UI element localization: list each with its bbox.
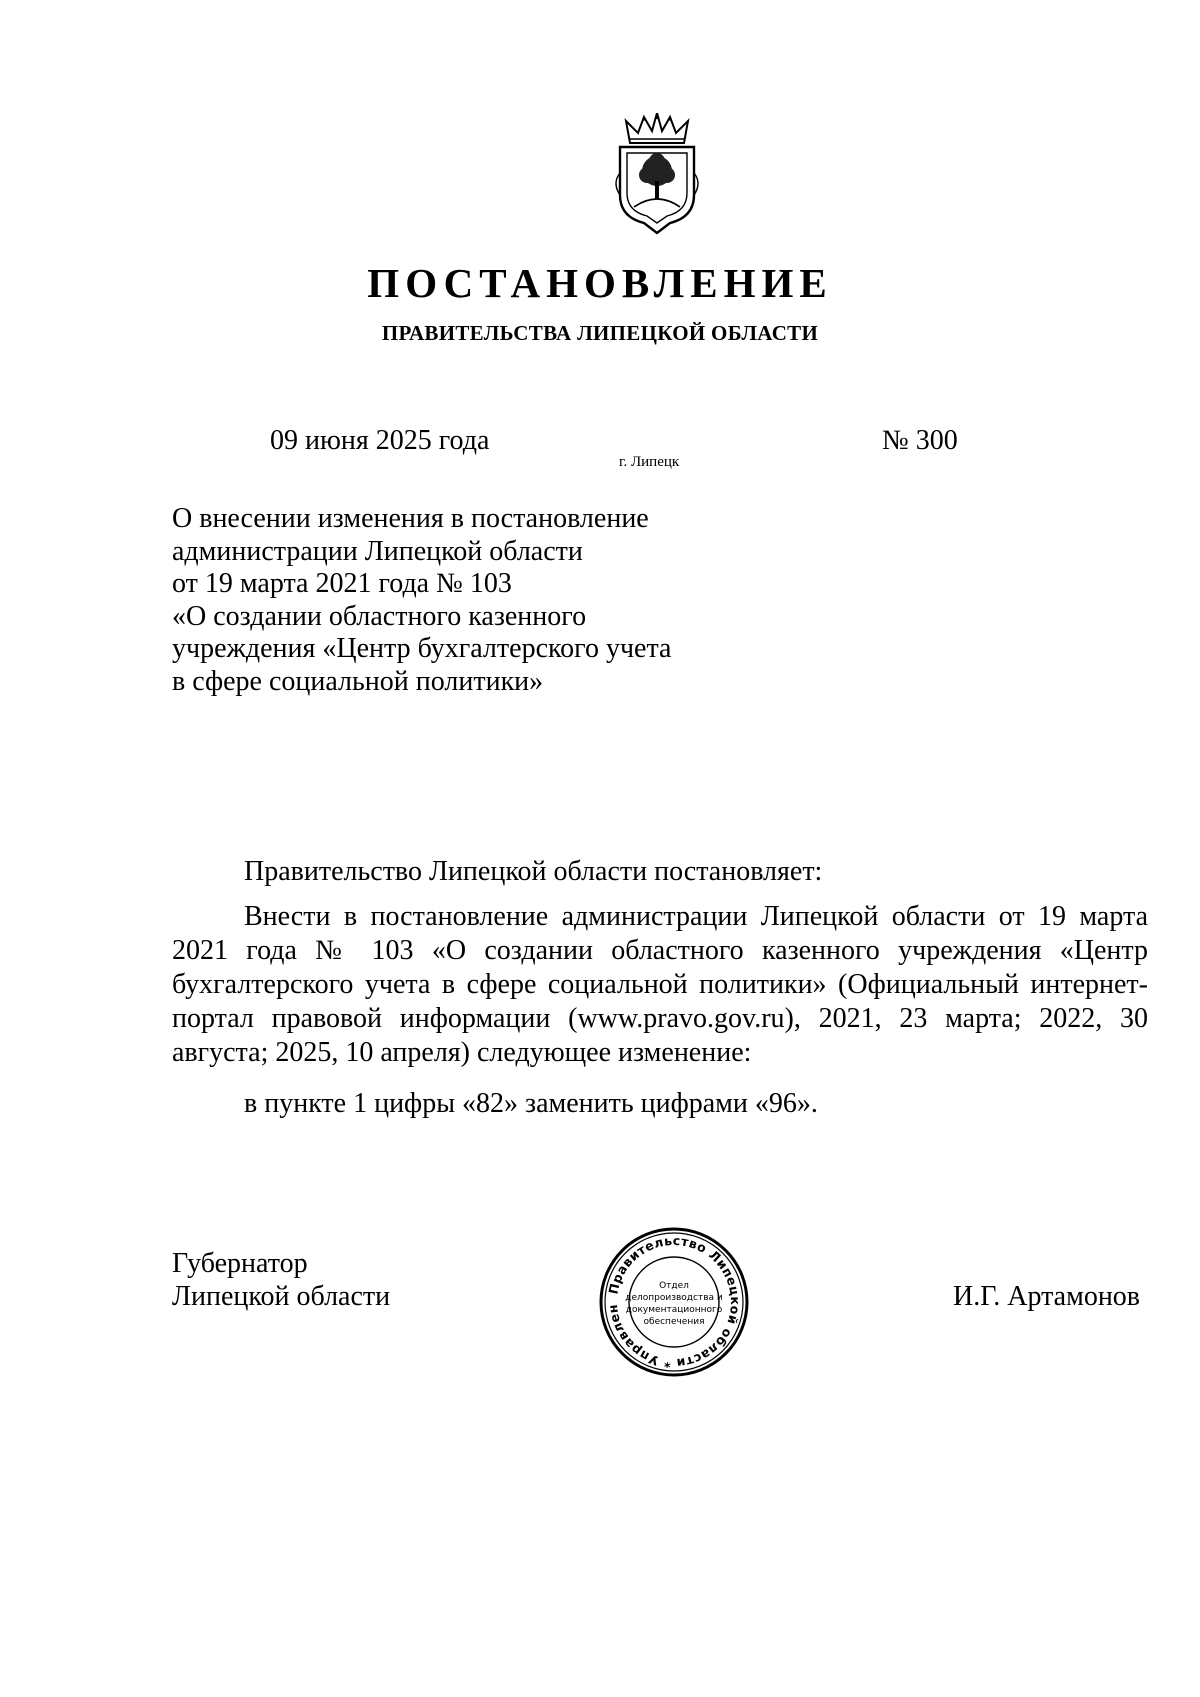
coat-of-arms-emblem	[610, 113, 704, 237]
stamp-seal-icon	[598, 1226, 750, 1378]
subject-line: от 19 марта 2021 года № 103	[172, 568, 512, 599]
lipetsk-coat-of-arms-icon	[610, 113, 704, 237]
subject-line: О внесении изменения в постановление	[172, 503, 649, 534]
signatory-position-line: Липецкой области	[172, 1281, 391, 1312]
document-number: № 300	[882, 425, 958, 456]
stamp-inner-line: документационного	[625, 1305, 723, 1315]
signatory-position-line: Губернатор	[172, 1248, 308, 1279]
main-paragraph	[172, 900, 1148, 1070]
main-paragraph-text: Внести в постановление администрации Липецкой области от 19 марта 2021 года № 103 «О создании областного казенного учреждения «Центр бухгалтерского учета в сфере социальной политики» (Официальный интернет-портал правовой информации (www.pravo.gov.ru), 2021, 23 марта; 2022, 30 августа; 2025, 10 апреля) следующее изменение:	[172, 901, 1148, 1068]
document-issuer: ПРАВИТЕЛЬСТВА ЛИПЕЦКОЙ ОБЛАСТИ	[381, 321, 819, 345]
document-subject	[172, 503, 792, 698]
preamble-paragraph: Правительство Липецкой области постановляет:	[244, 856, 823, 887]
subject-line: администрации Липецкой области	[172, 535, 583, 567]
signatory-name: И.Г. Артамонов	[953, 1281, 1141, 1312]
subject-line: в сфере социальной политики»	[172, 665, 544, 697]
subject-line: учреждения «Центр бухгалтерского учета	[172, 633, 672, 664]
stamp-outer-text: Правительство Липецкой области * Управлен	[604, 1232, 744, 1372]
document-city: г. Липецк	[619, 454, 680, 470]
official-stamp	[598, 1226, 750, 1378]
change-paragraph: в пункте 1 цифры «82» заменить цифрами «96».	[244, 1088, 818, 1119]
subject-line: «О создании областного казенного	[172, 600, 587, 632]
signatory-position	[172, 1247, 390, 1313]
document-date: 09 июня 2025 года	[270, 425, 490, 456]
stamp-inner-line: обеспечения	[643, 1317, 705, 1327]
stamp-inner-line: Отдел	[659, 1281, 689, 1291]
stamp-inner-line: делопроизводства и	[625, 1293, 723, 1303]
document-title: ПОСТАНОВЛЕНИЕ	[367, 260, 833, 306]
